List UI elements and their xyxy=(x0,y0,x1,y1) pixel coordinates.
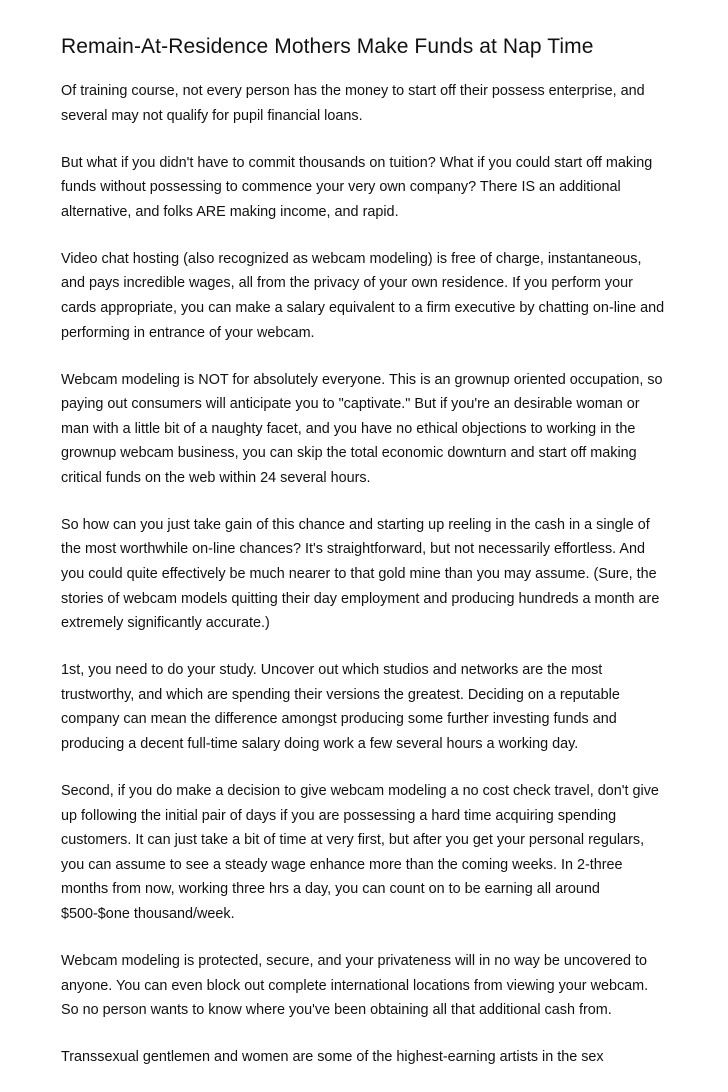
paragraph: Second, if you do make a decision to give webcam modeling a no cost check travel, don't give up following the initial pair of days if you are possessing a hard time acquiring spending customers. It can just take a bit of time at very first, but after you get your personal regulars, you can assume to see a steady wage enhance more than the coming weeks. In 2-three months from now, working three hrs a day, you can count on to be earning all around $500-$one thousand/week. xyxy=(61,783,659,922)
document-page xyxy=(61,32,669,1092)
paragraph: Transsexual gentlemen and women are some of the highest-earning artists in the sex xyxy=(61,1049,604,1066)
paragraph: Webcam modeling is NOT for absolutely everyone. This is an grownup oriented occupation, so paying out consumers will anticipate you to "captivate." But if you're an desirable woman or man with a little bit of a naughty facet, and you have no ethical objections to working in the grownup webcam business, you can skip the total economic downturn and start off making critical funds on the web within 24 several hours. xyxy=(61,371,663,486)
document-title: Remain-At-Residence Mothers Make Funds at Nap Time xyxy=(61,35,594,58)
paragraph: 1st, you need to do your study. Uncover out which studios and networks are the most trustworthy, and which are spending their versions the greatest. Deciding on a reputable company can mean the difference amongst producing some further investing funds and producing a decent full-time salary doing work a few several hours a working day. xyxy=(61,662,620,753)
paragraph: But what if you didn't have to commit thousands on tuition? What if you could start off making funds without possessing to commence your very own company? There IS an additional alternative, and folks ARE making income, and rapid. xyxy=(61,154,653,220)
paragraph: Of training course, not every person has the money to start off their possess enterprise, and several may not qualify for pupil financial loans. xyxy=(61,83,645,124)
paragraph: So how can you just take gain of this chance and starting up reeling in the cash in a single of the most worthwhile on-line chances? It's straightforward, but not necessarily effortless. And you could quite effectively be much nearer to that gold mine than you may assume. (Sure, the stories of webcam models quitting their day employment and producing hundreds a month are extremely significantly accurate.) xyxy=(61,516,660,632)
paragraph: Video chat hosting (also recognized as webcam modeling) is free of charge, instantaneous, and pays incredible wages, all from the privacy of your own residence. If you perform your cards appropriate, you can make a salary equivalent to a firm executive by chatting on-line and performing in entrance of your webcam. xyxy=(61,250,665,341)
paragraph: Webcam modeling is protected, secure, and your privateness will in no way be uncovered to anyone. You can even block out complete international locations from viewing your webcam. So no person wants to know where you've been obtaining all that additional cash from. xyxy=(61,952,649,1019)
